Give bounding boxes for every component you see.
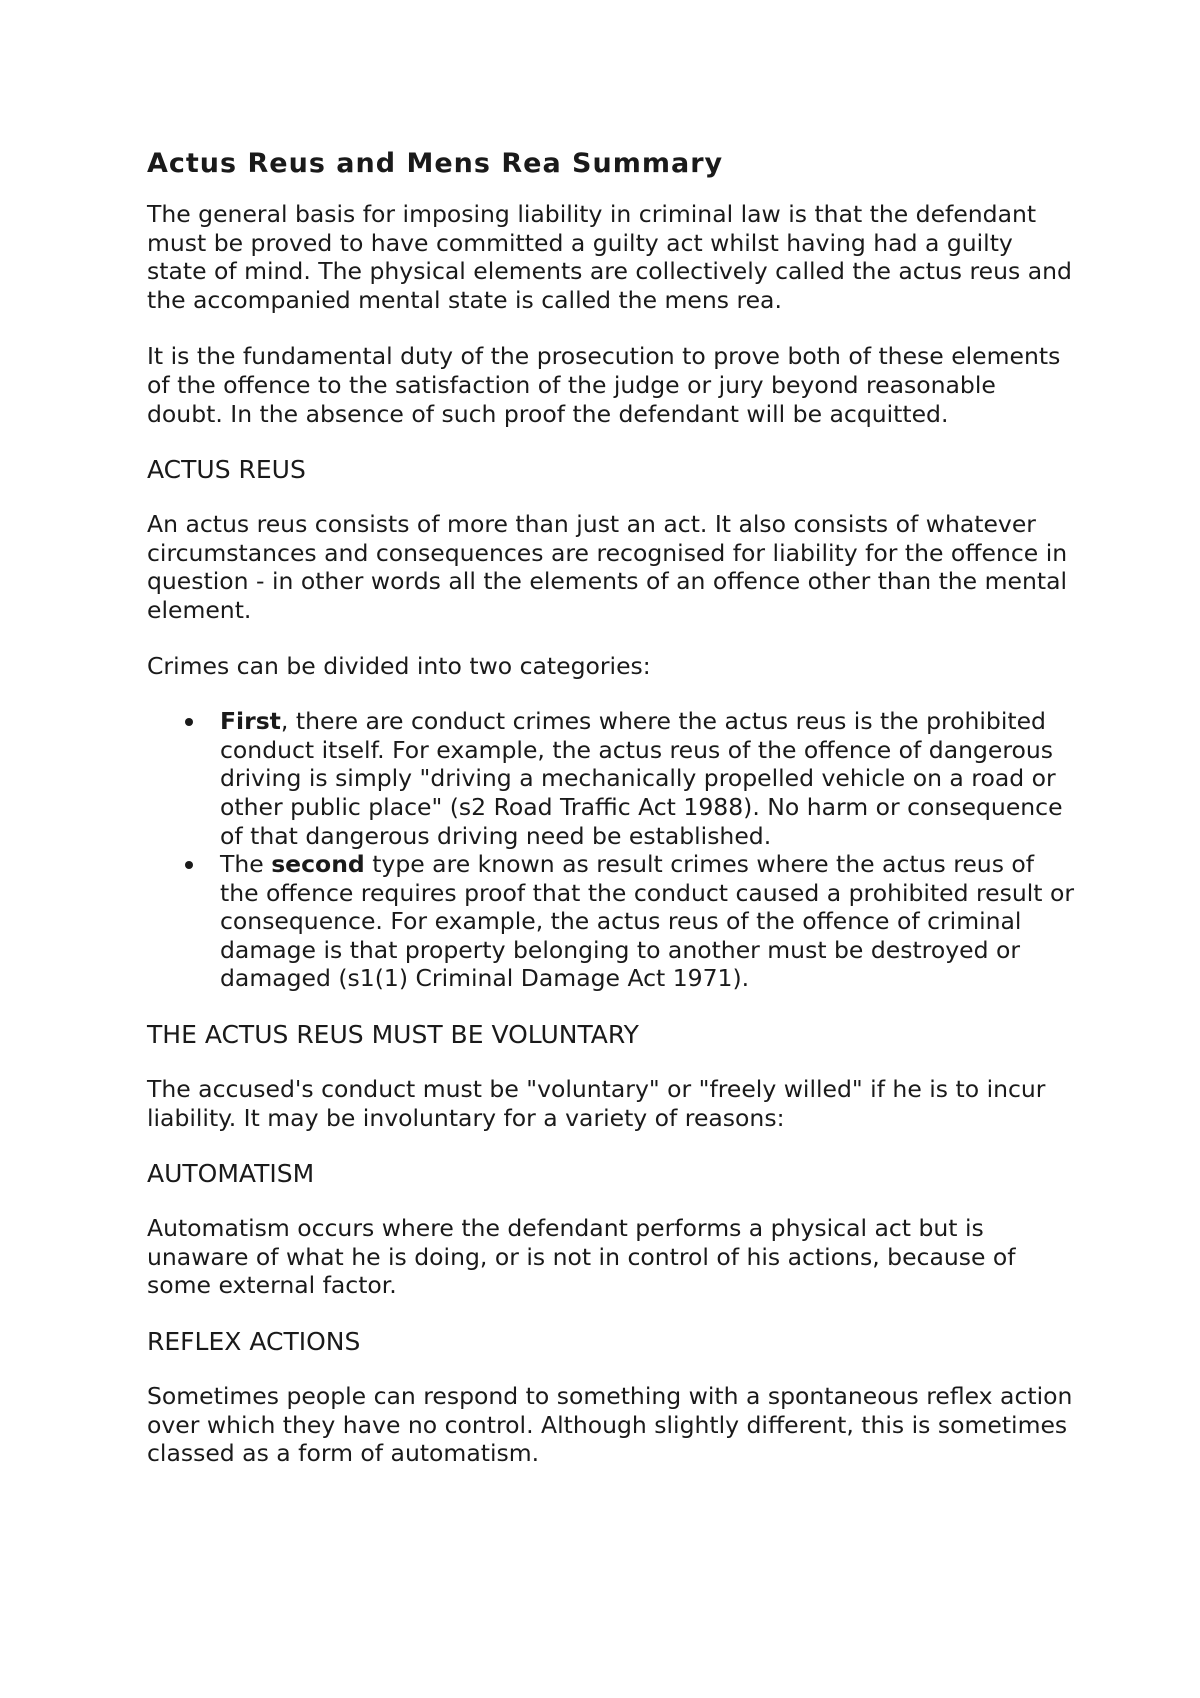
- intro-paragraph-2: It is the fundamental duty of the prosecution to prove both of these elements of the offence to the satisfaction of the judge or jury beyond reasonable doubt. In the absence of such proof the defendant will be acquitted.: [147, 342, 1061, 428]
- document-page: [147, 140, 1077, 1468]
- list-item-bold: second: [271, 850, 365, 879]
- heading-reflex-actions: REFLEX ACTIONS: [147, 1327, 361, 1357]
- crime-categories-list: [147, 707, 1077, 993]
- bullet-icon: [185, 718, 193, 726]
- actus-reus-paragraph-2: Crimes can be divided into two categories:: [147, 651, 651, 680]
- reflex-paragraph: Sometimes people can respond to something with a spontaneous reflex action over which they have no control. Although slightly different, this is sometimes classed as a form of automatism.: [147, 1382, 1073, 1468]
- list-item-text: type are known as result crimes where the actus reus of the offence requires proof that the conduct caused a prohibited result or consequence. For example, the actus reus of the offence of criminal damage is that property belonging to another must be destroyed or damaged (s1(1) Criminal Damage Act 1971).: [220, 850, 1074, 993]
- heading-actus-reus: ACTUS REUS: [147, 455, 306, 485]
- bullet-icon: [185, 861, 193, 869]
- list-item: [147, 707, 1077, 850]
- list-item: [147, 850, 1077, 993]
- list-item-bold: First: [220, 707, 281, 736]
- heading-voluntary: THE ACTUS REUS MUST BE VOLUNTARY: [147, 1020, 639, 1050]
- automatism-paragraph: Automatism occurs where the defendant performs a physical act but is unaware of what he is doing, or is not in control of his actions, because of some external factor.: [147, 1214, 1016, 1300]
- heading-automatism: AUTOMATISM: [147, 1159, 315, 1189]
- intro-paragraph-1: The general basis for imposing liability in criminal law is that the defendant must be proved to have committed a guilty act whilst having had a guilty state of mind. The physical elements are collectively called the actus reus and the accompanied mental state is called the mens rea.: [147, 200, 1072, 314]
- voluntary-paragraph: The accused's conduct must be "voluntary" or "freely willed" if he is to incur liability. It may be involuntary for a variety of reasons:: [147, 1075, 1046, 1132]
- actus-reus-paragraph-1: An actus reus consists of more than just an act. It also consists of whatever circumstances and consequences are recognised for liability for the offence in question - in other words all the elements of an offence other than the mental element.: [147, 510, 1068, 624]
- list-item-text: , there are conduct crimes where the actus reus is the prohibited conduct itself. For example, the actus reus of the offence of dangerous driving is simply "driving a mechanically propelled vehicle on a road or other public place" (s2 Road Traffic Act 1988). No harm or consequence of that dangerous driving need be established.: [220, 707, 1063, 850]
- document-title: Actus Reus and Mens Rea Summary: [147, 148, 724, 179]
- list-item-prefix: The: [220, 850, 272, 879]
